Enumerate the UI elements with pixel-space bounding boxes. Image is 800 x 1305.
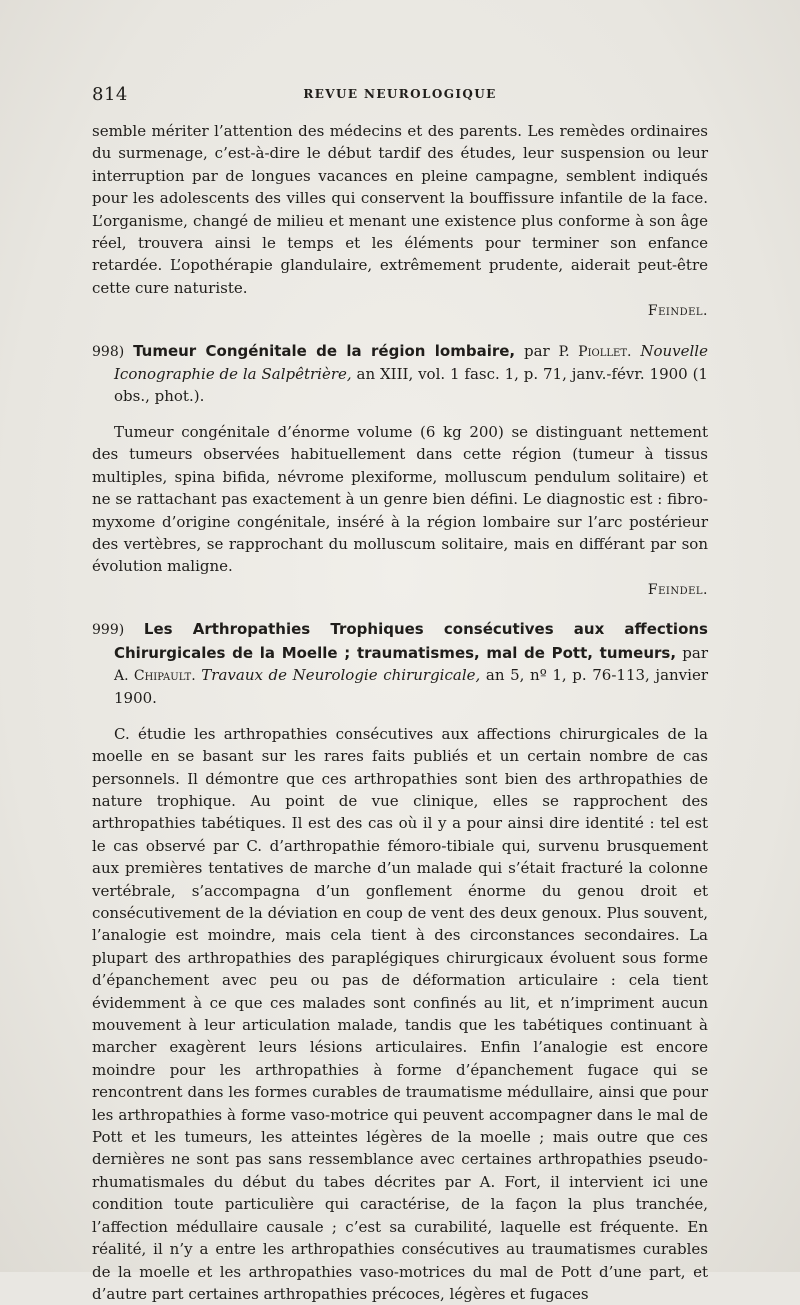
continued-paragraph: [92, 120, 708, 299]
entry-number: 999): [92, 622, 125, 639]
entry-999-abstract: [92, 723, 708, 1305]
entry-by: par: [523, 341, 550, 360]
entry-number: 998): [92, 343, 125, 360]
signature-line: [92, 578, 708, 601]
article-body: [92, 120, 708, 1305]
entry-title: Les Arthropathies Trophiques consécutives aux affections Chirurgicales de la Moelle ; traumatismes, mal de Pott, tumeurs,: [114, 620, 708, 662]
entry-998-abstract: [92, 421, 708, 578]
entry-author: A. Chipault.: [114, 667, 196, 684]
signature-line: [92, 299, 708, 322]
running-head: [92, 84, 708, 108]
entry-abstract: C. étudie les arthropathies consécutives aux affections chirurgicales de la moelle en se basant sur les rares faits publiés et un certain nombre de cas personnels. Il démontre que ces arthropathies sont bien des arthropathies de nature trophique. Au point de vue clinique, elles se rapprochent des arthropathies tabétiques. Il est des cas où il y a pour ainsi dire identité : tel est le cas observé par C. d’arthropathie fémoro-tibiale qui, survenu brusquement aux premières tentatives de marche d’un malade qui s’était fracturé la colonne vertébrale, s’accompagna d’un gonflement énorme du genou droit et consécutivement de la déviation en coup de vent des deux genoux. Plus souvent, l’analogie est moindre, mais cela tient à des circonstances secondaires. La plupart des arthropathies des paraplégiques chirurgicaux évoluent sous forme d’épanchement avec peu ou pas de déformation articulaire : cela tient évidemment à ce que ces malades sont confinés au lit, et n’impriment aucun mouvement à leur articulation malade, tandis que les tabétiques continuant à marcher exagèrent leurs lésions articulaires. Enfin l’analogie est encore moindre pour les arthropathies à forme d’épanchement fugace qui se rencontrent dans les formes curables de traumatisme médullaire, ainsi que pour les arthropathies à forme vaso-motrice qui peuvent accompagner dans le mal de Pott et les tumeurs, les atteintes légères de la moelle ; mais outre que ces dernières ne sont pas sans ressemblance avec certaines arthropathies pseudo-rhumatismales du début du tabes décrites par A. Fort, il intervient ici une condition toute particulière qui caractérise, de la façon la plus tranchée, l’affection médullaire causale ; c’est sa curabilité, laquelle est fréquente. En réalité, il n’y a entre les arthropathies consécutives au traumatismes curables de la moelle et les arthropathies vaso-motrices du mal de Pott d’une part, et d’autre part certaines arthropathies précoces, légères et fugaces: [92, 724, 708, 1303]
page-number: 814: [92, 84, 128, 105]
entry-source: Nouvelle Iconographie de la Salpêtrière,: [114, 341, 708, 384]
entry-abstract: Tumeur congénitale d’énorme volume (6 kg 200) se distinguant nettement des tumeurs observées habituellement dans cette région (tumeur à tissus multiples, spina bifida, névrome plexiforme, molluscum pendulum solitaire) et ne se rattachant pas exactement à un genre bien défini. Le diagnostic est : fibro-myxome d’origine congénitale, inséré à la région lombaire sur l’arc postérieur des vertèbres, se rapprochant du molluscum solitaire, mais en différant par son évolution maligne.: [92, 422, 708, 576]
entry-details: an XIII, vol. 1 fasc. 1, p. 71, janv.-févr. 1900 (1 obs., phot.).: [114, 365, 708, 406]
entry-source: Travaux de Neurologie chirurgicale,: [201, 665, 481, 684]
entry-999-heading: [92, 618, 708, 710]
reviewer-signature: Feindel.: [647, 581, 708, 598]
entry-author: P. Piollet.: [558, 343, 632, 360]
reviewer-signature: Feindel.: [647, 303, 708, 320]
entry-by: par: [682, 643, 708, 662]
journal-title: REVUE NEUROLOGIQUE: [303, 87, 497, 101]
entry-998-heading: [92, 340, 708, 408]
entry-title: Tumeur Congénitale de la région lombaire,: [133, 341, 516, 360]
continued-text: semble mériter l’attention des médecins et des parents. Les remèdes ordinaires du surmenage, c’est-à-dire le début tardif des études, leur suspension ou leur interruption par de longues vacances en pleine campagne, semblent indiqués pour les adolescents des villes qui conservent la bouffissure infantile de la face. L’organisme, changé de milieu et menant une existence plus conforme à son âge réel, trouvera ainsi le temps et les éléments pour terminer son enfance retardée. L’opothérapie glandulaire, extrêmement prudente, aiderait peut-être cette cure naturiste.: [92, 122, 708, 297]
entry-details: an 5, nº 1, p. 76-113, janvier 1900.: [114, 665, 708, 708]
